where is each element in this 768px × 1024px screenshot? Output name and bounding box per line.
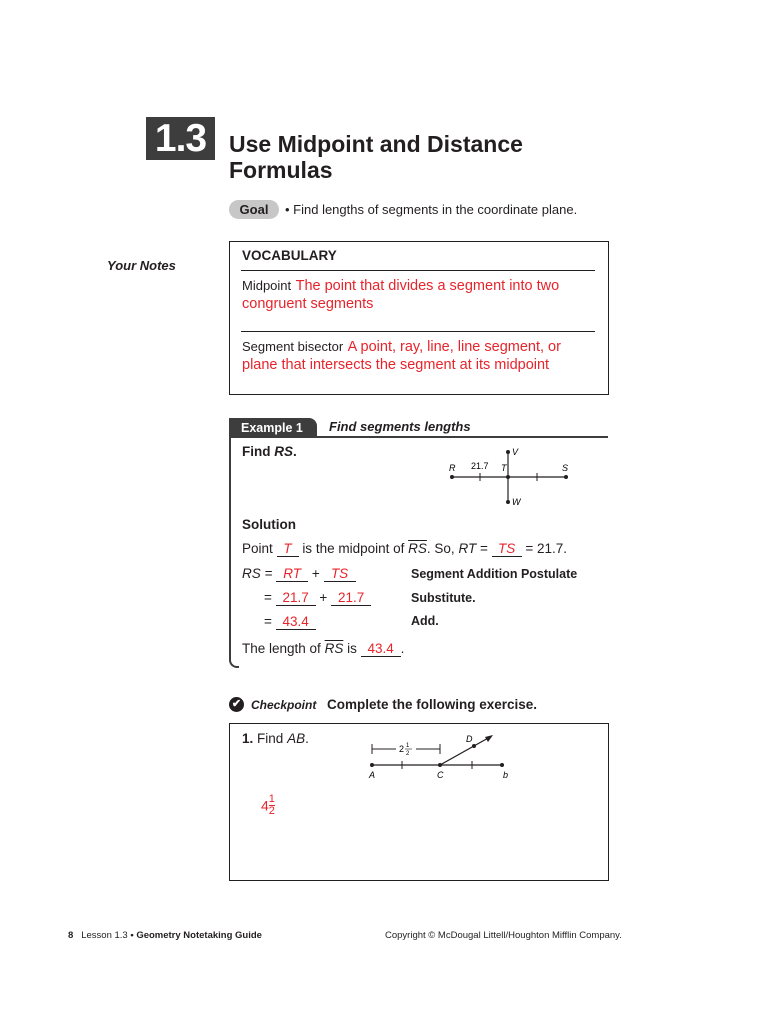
footer-lesson: Lesson 1.3 <box>81 930 128 941</box>
answer-denominator: 2 <box>268 805 275 817</box>
text: Point <box>242 541 273 556</box>
solution-line-2 <box>242 566 356 582</box>
page-title <box>229 131 629 183</box>
reason-label: Segment Addition Postulate <box>411 567 578 581</box>
example-rule <box>229 436 608 438</box>
point-a-label: A <box>369 770 376 780</box>
vocab-entry-segment-bisector <box>242 338 602 374</box>
vocab-definition: A point, ray, line, line segment, or <box>347 339 561 355</box>
segment-ab-figure <box>362 730 512 782</box>
your-notes-label: Your Notes <box>107 258 176 273</box>
prompt-suffix: . <box>293 444 297 459</box>
answer-blank: RT <box>276 566 308 582</box>
point-t-label: T <box>501 463 507 473</box>
solution-line-1 <box>242 541 567 557</box>
title-line-2: Formulas <box>229 157 333 183</box>
text: = <box>264 590 272 605</box>
point-d-label: D <box>466 734 473 744</box>
text: is <box>347 641 357 656</box>
vocab-definition-cont: plane that intersects the segment at its midpoint <box>242 357 550 373</box>
checkmark-icon: ✔ <box>229 697 244 712</box>
solution-line-4 <box>264 614 316 630</box>
solution-heading: Solution <box>242 517 296 532</box>
text: = <box>479 541 488 556</box>
vocab-divider <box>241 331 595 332</box>
text: + <box>311 566 320 581</box>
text: RS = <box>242 566 273 581</box>
vocabulary-heading: VOCABULARY <box>242 248 337 263</box>
vocab-definition: The point that divides a segment into two <box>295 278 560 294</box>
prompt-prefix: Find <box>242 444 275 459</box>
text: The length of <box>242 641 321 656</box>
segment-rs-figure <box>440 442 580 512</box>
vocab-definition-cont: congruent segments <box>242 296 374 312</box>
reason-label: Add. <box>411 614 439 628</box>
checkpoint-label: Checkpoint <box>251 698 317 712</box>
lesson-number-badge: 1.3 <box>146 117 215 160</box>
vocab-entry-midpoint <box>242 277 602 313</box>
answer-blank: 43.4 <box>361 641 401 657</box>
footer-left <box>68 930 262 941</box>
example-tab: Example 1 <box>229 418 317 438</box>
point-b-label: b <box>503 770 509 780</box>
exercise-answer <box>261 794 275 817</box>
goal-text: • Find lengths of segments in the coordinate plane. <box>285 202 578 217</box>
text: Find <box>257 731 284 746</box>
segment-rs: $\overline{RS}$ <box>324 641 344 656</box>
text: . So, <box>426 541 455 556</box>
answer-blank: 21.7 <box>331 590 371 606</box>
answer-blank: 21.7 <box>276 590 316 606</box>
answer-blank: TS <box>324 566 356 582</box>
text: . <box>305 731 309 746</box>
answer-whole: 4 <box>261 797 269 814</box>
length-num: 1 <box>406 743 410 749</box>
var-ab: AB <box>287 731 306 746</box>
point-v-label: V <box>512 447 519 457</box>
title-line-1: Use Midpoint and Distance <box>229 131 523 157</box>
text: + <box>319 590 328 605</box>
segment-length-label: 21.7 <box>471 461 489 471</box>
solution-line-5 <box>242 641 404 657</box>
exercise-prompt <box>242 731 309 746</box>
answer-fraction <box>269 794 275 817</box>
length-den: 2 <box>406 751 410 757</box>
text: is the midpoint of <box>302 541 405 556</box>
exercise-number: 1. <box>242 731 254 746</box>
goal-label: Goal <box>229 200 279 219</box>
vocab-divider <box>241 270 595 271</box>
footer-copyright: Copyright © McDougal Littell/Houghton Mifflin Company. <box>385 930 622 941</box>
vocab-term: Midpoint <box>242 278 292 293</box>
segment-rs: $\overline{RS}$ <box>408 541 427 556</box>
footer-book-title: Geometry Notetaking Guide <box>136 930 262 941</box>
example-bracket <box>229 438 239 668</box>
length-whole: 2 <box>399 744 405 754</box>
answer-blank: T <box>277 541 299 557</box>
answer-numerator: 1 <box>268 793 275 805</box>
var-rt: RT <box>458 541 477 556</box>
solution-line-3 <box>264 590 371 606</box>
checkpoint-text: Complete the following exercise. <box>327 697 538 712</box>
example-title: Find segments lengths <box>329 419 471 434</box>
point-s-label: S <box>562 463 569 473</box>
example-prompt <box>242 444 297 459</box>
answer-blank: TS <box>492 541 522 557</box>
prompt-var: RS <box>274 444 294 459</box>
reason-label: Substitute. <box>411 591 476 605</box>
point-c-label: C <box>437 770 444 780</box>
page-number: 8 <box>68 930 74 941</box>
vocab-term: Segment bisector <box>242 339 344 354</box>
point-r-label: R <box>449 463 456 473</box>
answer-blank: 43.4 <box>276 614 316 630</box>
point-w-label: W <box>512 497 521 507</box>
footer-bullet: • <box>130 930 134 941</box>
text: = 21.7. <box>525 541 568 556</box>
text: . <box>400 641 405 656</box>
text: = <box>264 614 272 629</box>
